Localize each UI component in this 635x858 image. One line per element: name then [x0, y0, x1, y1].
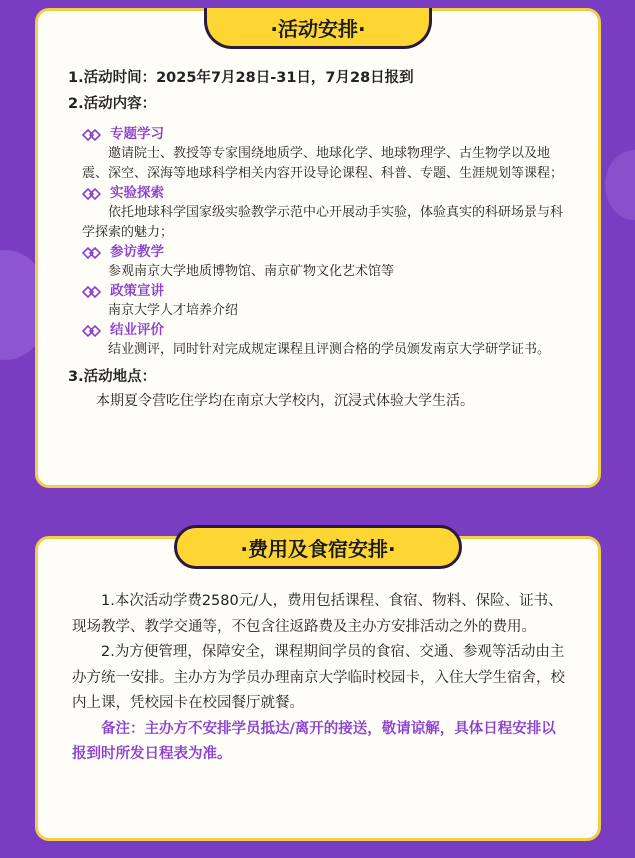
activity-time: 1.活动时间：2025年7月28日-31日，7月28日报到 [68, 70, 414, 86]
list-item [82, 125, 574, 184]
list-item [82, 243, 574, 282]
item-title: 参访教学 [110, 244, 164, 260]
content-list [68, 125, 574, 360]
activity-title: ·活动安排· [204, 8, 432, 49]
double-diamond-icon [82, 246, 104, 260]
double-diamond-icon [82, 187, 104, 201]
decor-circle-right [605, 150, 635, 220]
list-item [82, 282, 574, 321]
fee-paragraph-2: 2.为方便管理，保障安全，课程期间学员的食宿、交通、参观等活动由主办方统一安排。主办方为学员办理南京大学临时校园卡，入住大学生宿舍，校内上课，凭校园卡在校园餐厅就餐。 [72, 644, 565, 711]
item-title: 结业评价 [110, 322, 164, 338]
location-heading: 3.活动地点： [68, 369, 157, 385]
list-item [82, 184, 574, 243]
activity-card [35, 8, 601, 488]
location-text: 本期夏令营吃住学均在南京大学校内，沉浸式体验大学生活。 [96, 393, 474, 409]
fee-card [35, 536, 601, 841]
item-text: 邀请院士、教授等专家围绕地质学、地球化学、地球物理学、古生物学以及地震、深空、深海等地球科学相关内容开设导论课程、科普、专题、生涯规划等课程； [82, 146, 564, 181]
item-text: 南京大学人才培养介绍 [108, 303, 239, 318]
item-text: 结业测评，同时针对完成规定课程且评测合格的学员颁发南京大学研学证书。 [108, 342, 551, 357]
double-diamond-icon [82, 324, 104, 338]
list-item [82, 321, 574, 360]
content-heading: 2.活动内容： [68, 96, 157, 112]
double-diamond-icon [82, 128, 104, 142]
item-title: 实验探索 [110, 185, 164, 201]
fee-title: ·费用及食宿安排· [174, 525, 462, 569]
item-title: 专题学习 [110, 126, 164, 142]
item-title: 政策宣讲 [110, 283, 164, 299]
fee-note: 备注：主办方不安排学员抵达/离开的接送，敬请谅解，具体日程安排以报到时所发日程表为准。 [72, 720, 556, 762]
item-text: 参观南京大学地质博物馆、南京矿物文化艺术馆等 [108, 264, 395, 279]
double-diamond-icon [82, 285, 104, 299]
fee-paragraph-1: 1.本次活动学费2580元/人，费用包括课程、食宿、物料、保险、证书、现场教学、教学交通等，不包含往返路费及主办方安排活动之外的费用。 [72, 593, 563, 635]
item-text: 依托地球科学国家级实验教学示范中心开展动手实验，体验真实的科研场景与科学探索的魅力； [82, 205, 564, 240]
